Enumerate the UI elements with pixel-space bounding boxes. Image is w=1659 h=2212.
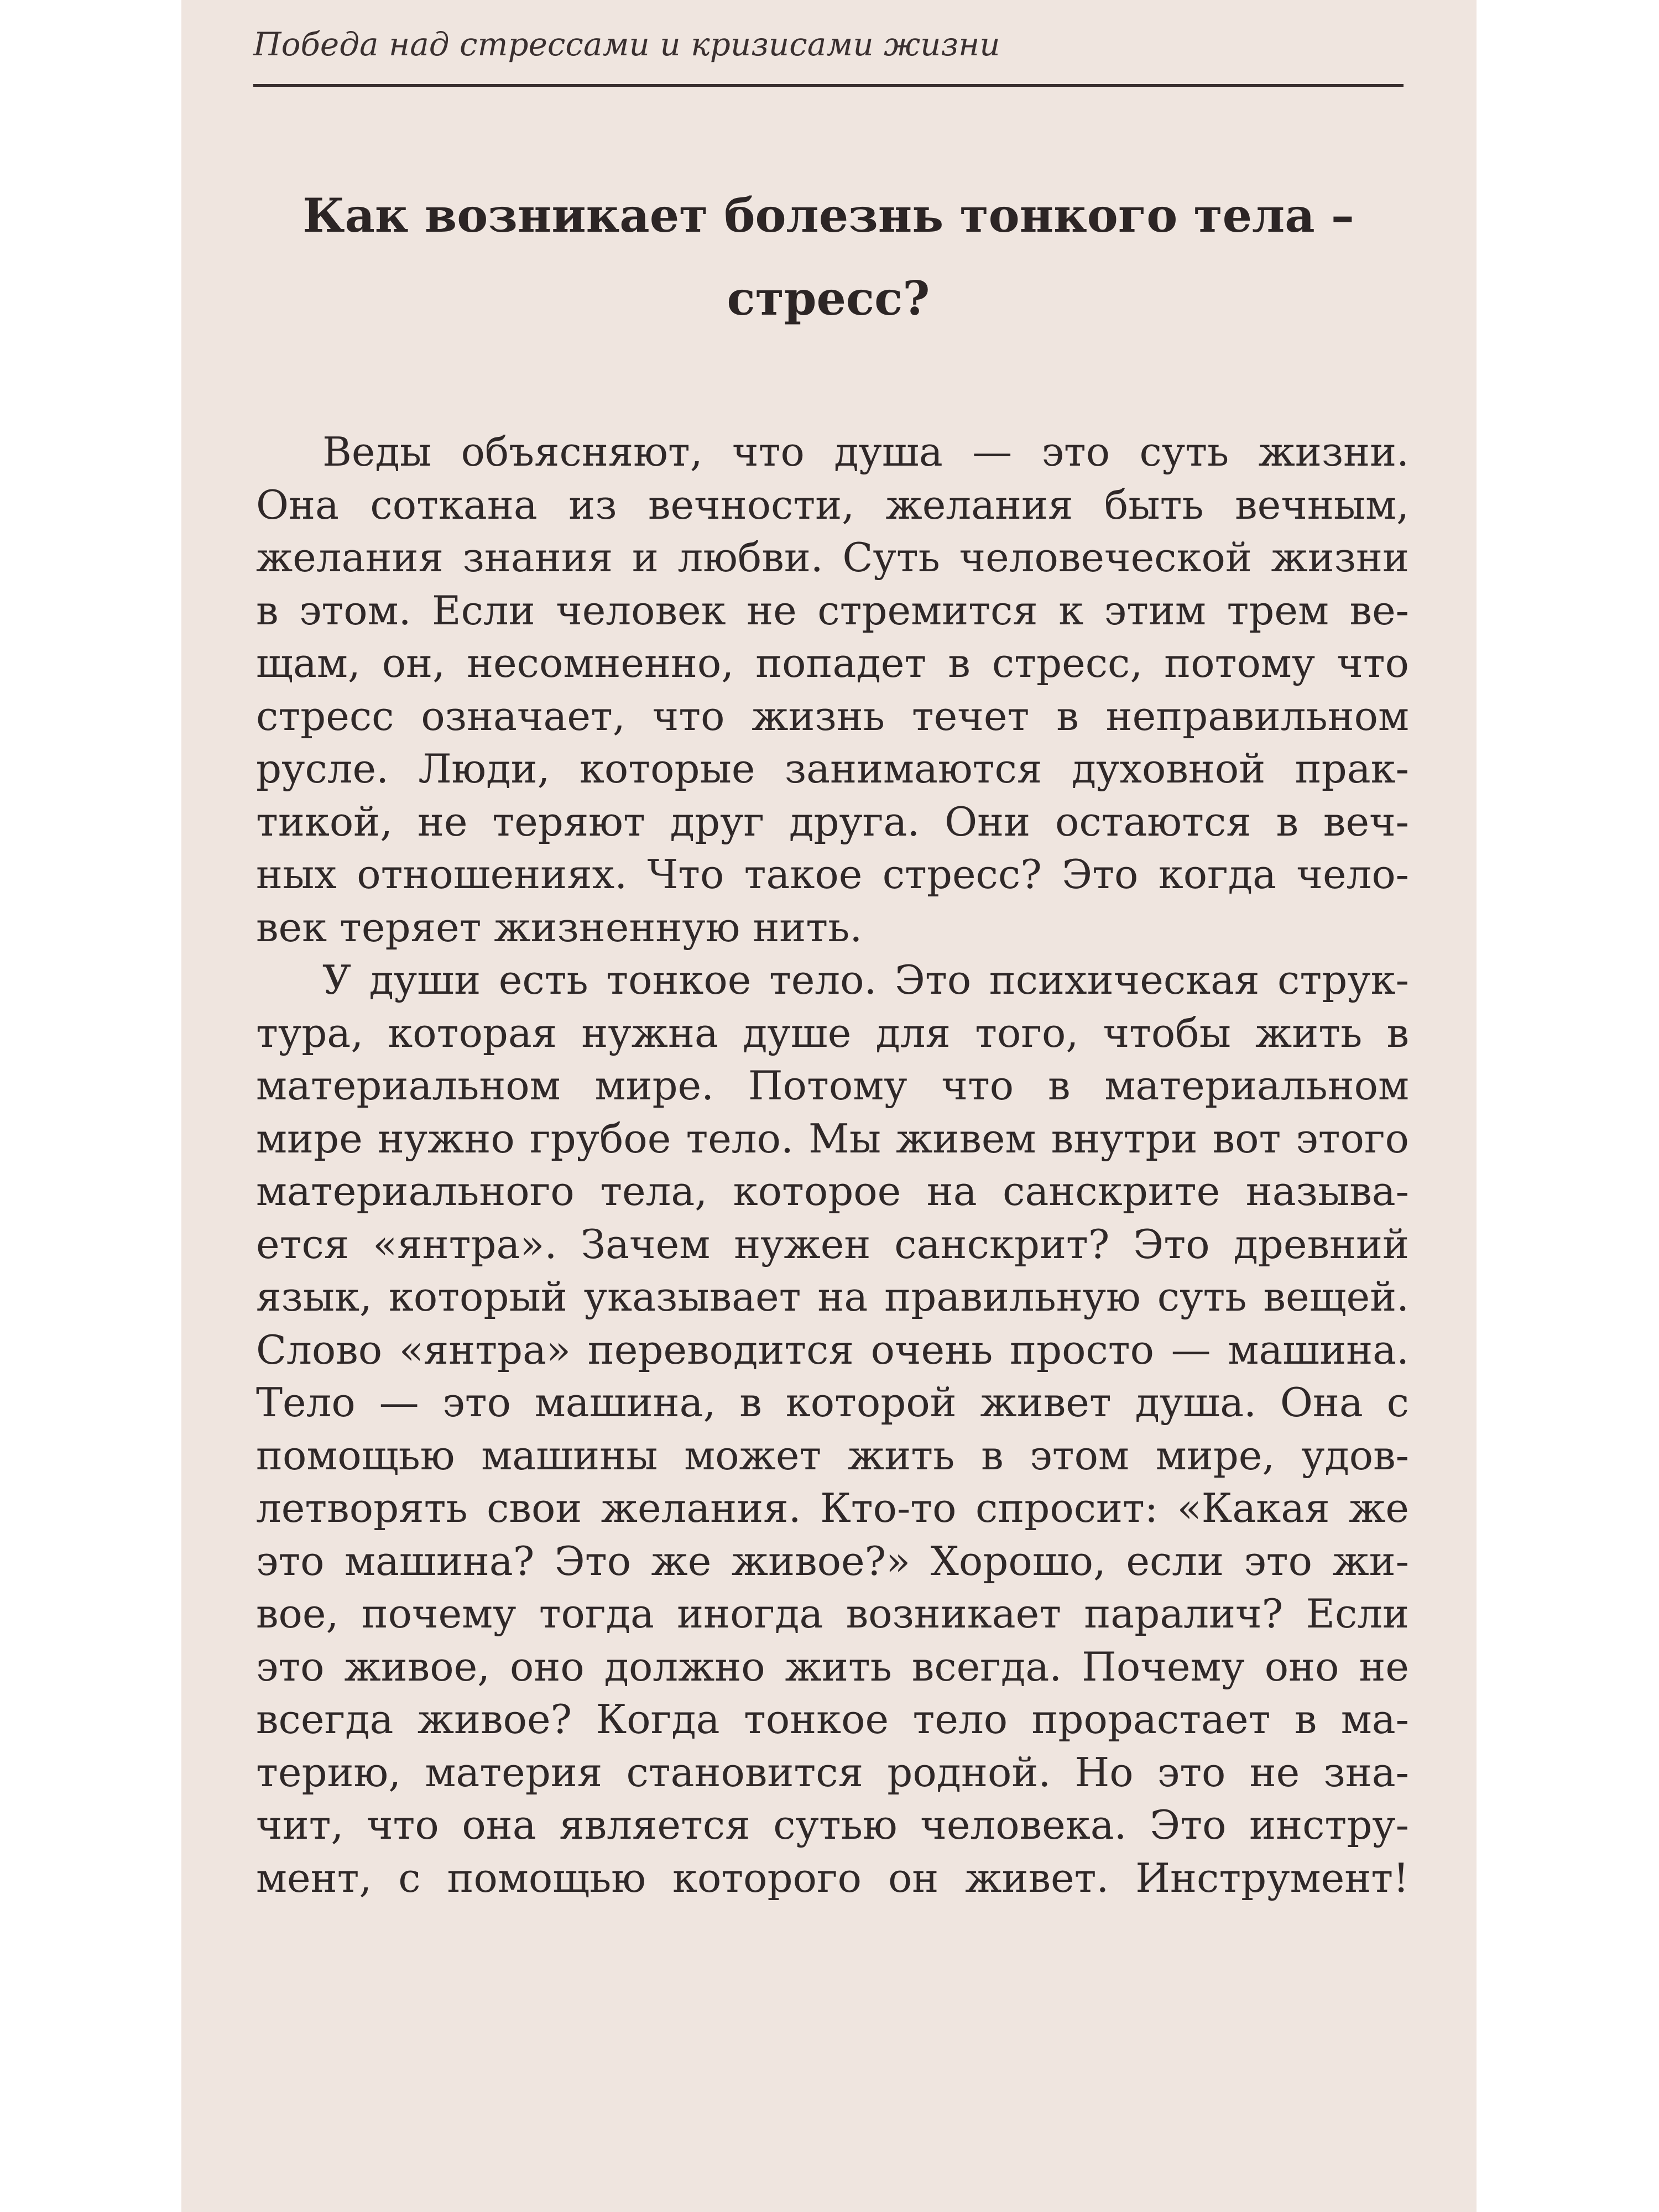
- paragraph-2-line: Слово «янтра» переводится очень просто — машина.: [256, 1326, 1409, 1373]
- paragraph-2-line: это машина? Это же живое?» Хорошо, если это жи-: [256, 1537, 1409, 1584]
- paragraph-1-line: ных отношениях. Что такое стресс? Это когда чело-: [256, 851, 1409, 898]
- paragraph-2-line: мент, с помощью которого он живет. Инструмент!: [256, 1854, 1409, 1901]
- paragraph-2-line: терию, материя становится родной. Но это не зна-: [256, 1749, 1409, 1796]
- paragraph-2-line: всегда живое? Когда тонкое тело прорастает в ма-: [256, 1696, 1409, 1743]
- paragraph-1-line: русле. Люди, которые занимаются духовной прак-: [256, 745, 1409, 792]
- paragraph-2-line: чит, что она является сутью человека. Это инстру-: [256, 1802, 1409, 1848]
- paragraph-2-line: язык, который указывает на правильную суть вещей.: [256, 1274, 1409, 1320]
- book-page: [181, 0, 1477, 2212]
- body-text: [256, 426, 1409, 1905]
- chapter-title-line: Как возникает болезнь тонкого тела –: [302, 188, 1354, 243]
- paragraph-2-line: летворять свои желания. Кто-то спросит: «Какая же: [256, 1485, 1409, 1531]
- header-rule: [253, 84, 1404, 87]
- paragraph-1-line: Она соткана из вечности, желания быть вечным,: [256, 481, 1409, 528]
- running-head: Победа над стрессами и кризисами жизни: [253, 25, 1000, 63]
- paragraph-1-line: щам, он, несомненно, попадет в стресс, потому что: [256, 640, 1409, 686]
- paragraph-1-line: стресс означает, что жизнь течет в неправильном: [256, 692, 1409, 739]
- paragraph-1-line: желания знания и любви. Суть человеческой жизни: [256, 534, 1409, 581]
- paragraph-2-line: материальном мире. Потому что в материальном: [256, 1062, 1409, 1109]
- paragraph-2-line: материального тела, которое на санскрите называ-: [256, 1168, 1409, 1214]
- paragraph-2-line: Тело — это машина, в которой живет душа. Она с: [256, 1379, 1409, 1426]
- paragraph-1-line: в этом. Если человек не стремится к этим трем ве-: [256, 587, 1409, 634]
- paragraph-2-line: мире нужно грубое тело. Мы живем внутри вот этого: [256, 1115, 1409, 1162]
- paragraph-1-line: тикой, не теряют друг друга. Они остаются в веч-: [256, 798, 1409, 845]
- paragraph-1-line: век теряет жизненную нить.: [256, 904, 863, 951]
- paragraph-1-line: Веды объясняют, что душа — это суть жизни.: [322, 429, 1409, 475]
- paragraph-2-line: вое, почему тогда иногда возникает паралич? Если: [256, 1590, 1409, 1637]
- paragraph-2-line: это живое, оно должно жить всегда. Почему оно не: [256, 1643, 1409, 1690]
- paragraph-2-line: помощью машины может жить в этом мире, удов-: [256, 1432, 1409, 1479]
- paragraph-2-line: ется «янтра». Зачем нужен санскрит? Это древний: [256, 1220, 1409, 1267]
- chapter-title-line: стресс?: [727, 271, 930, 326]
- paragraph-2-line: тура, которая нужна душе для того, чтобы жить в: [256, 1009, 1409, 1056]
- paragraph-2-line: У души есть тонкое тело. Это психическая струк-: [322, 957, 1409, 1003]
- chapter-title: [253, 174, 1404, 340]
